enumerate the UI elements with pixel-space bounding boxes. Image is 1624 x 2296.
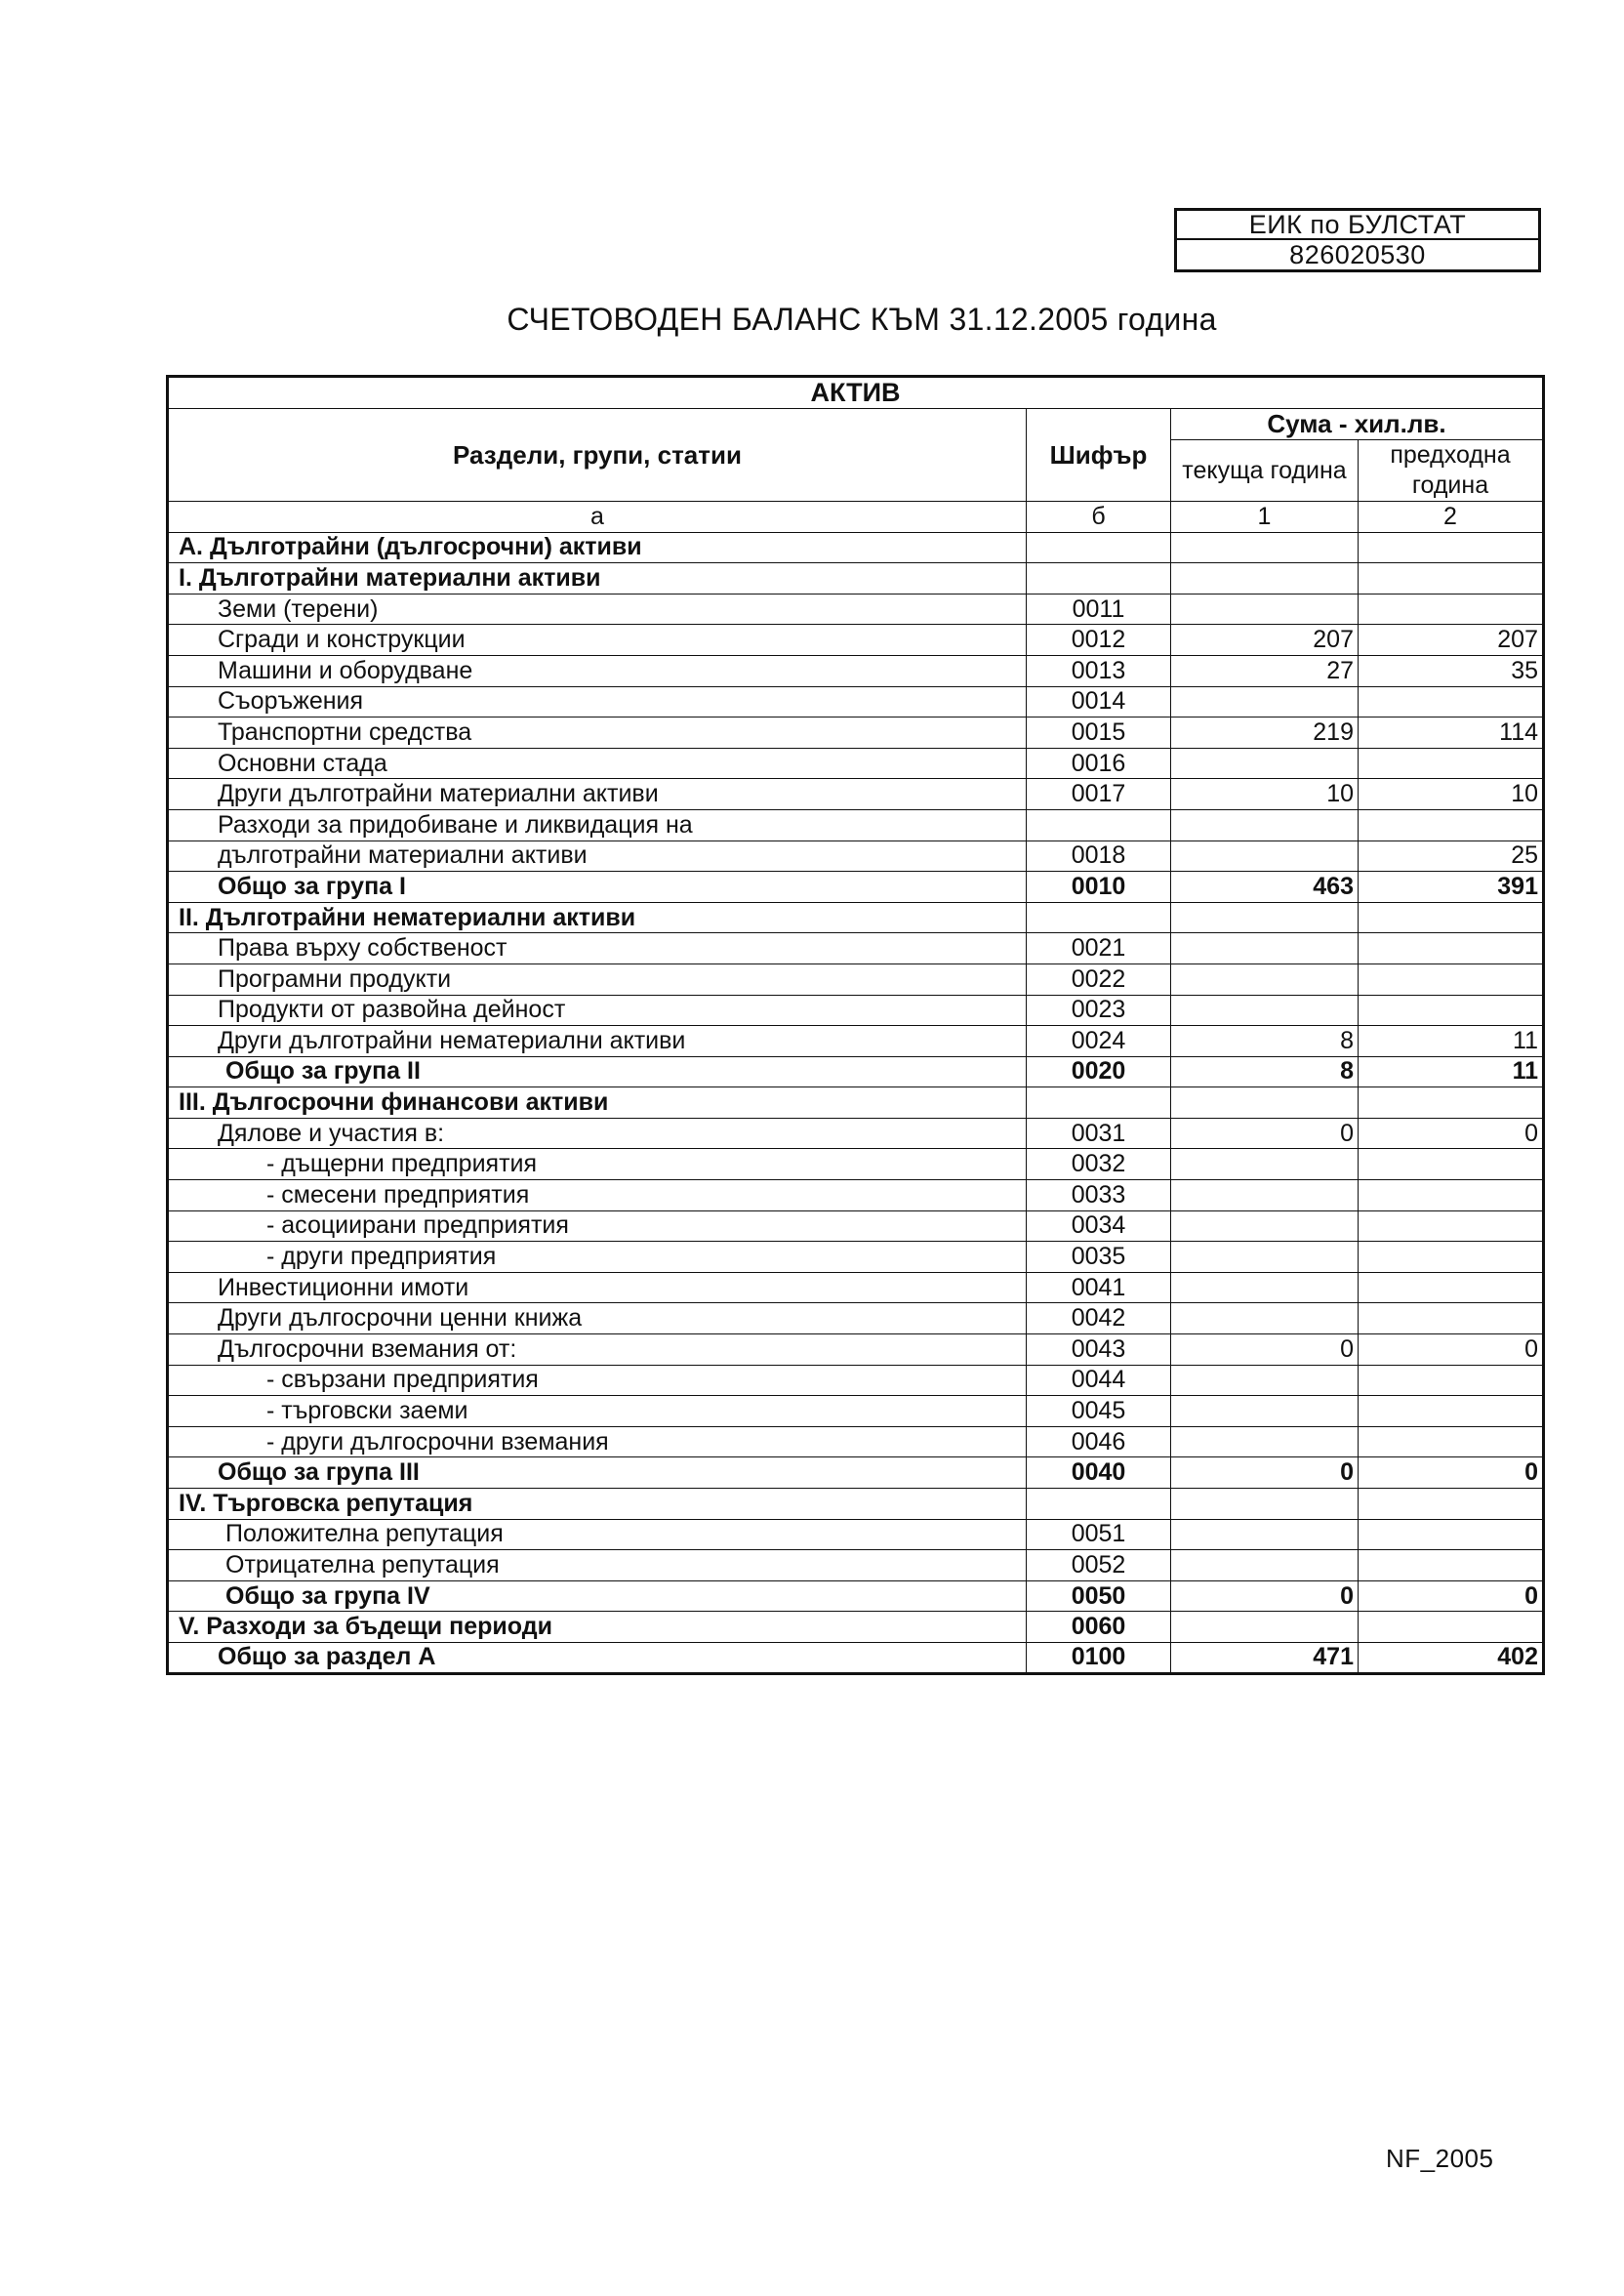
row-label: Дялове и участия в:: [168, 1118, 1027, 1149]
row-code: [1027, 532, 1171, 563]
row-label: Права върху собственост: [168, 933, 1027, 964]
row-previous-value: [1359, 964, 1544, 995]
row-current-value: [1171, 748, 1359, 779]
table-row: [168, 1612, 1544, 1643]
row-code: [1027, 1087, 1171, 1119]
col-index-1: 1: [1171, 502, 1359, 533]
table-row: [168, 594, 1544, 625]
balance-sheet-table: [166, 375, 1545, 1675]
row-code: 0046: [1027, 1426, 1171, 1457]
row-label: II. Дълготрайни нематериални активи: [168, 902, 1027, 933]
table-row: [168, 1580, 1544, 1612]
row-previous-value: 10: [1359, 779, 1544, 810]
row-label: Съоръжения: [168, 686, 1027, 718]
row-previous-value: [1359, 1550, 1544, 1581]
row-current-value: [1171, 1612, 1359, 1643]
row-current-value: 219: [1171, 718, 1359, 749]
row-current-value: 10: [1171, 779, 1359, 810]
row-label: Инвестиционни имоти: [168, 1272, 1027, 1303]
col-header-sections: Раздели, групи, статии: [168, 409, 1027, 502]
row-previous-value: 0: [1359, 1457, 1544, 1489]
row-current-value: [1171, 995, 1359, 1026]
row-previous-value: [1359, 1489, 1544, 1520]
table-row: [168, 964, 1544, 995]
row-code: 0045: [1027, 1396, 1171, 1427]
row-previous-value: [1359, 532, 1544, 563]
row-label: Общо за раздел А: [168, 1642, 1027, 1673]
row-current-value: [1171, 902, 1359, 933]
row-code: 0020: [1027, 1056, 1171, 1087]
section-header: АКТИВ: [168, 377, 1544, 409]
column-index-row: [168, 502, 1544, 533]
row-previous-value: [1359, 563, 1544, 594]
row-current-value: [1171, 1210, 1359, 1242]
table-row: [168, 1426, 1544, 1457]
row-previous-value: [1359, 1087, 1544, 1119]
row-code: 0016: [1027, 748, 1171, 779]
row-label: III. Дългосрочни финансови активи: [168, 1087, 1027, 1119]
table-row: [168, 1210, 1544, 1242]
eik-value: 826020530: [1289, 239, 1426, 269]
row-code: 0042: [1027, 1303, 1171, 1334]
row-previous-value: [1359, 1210, 1544, 1242]
table-row: [168, 625, 1544, 656]
row-code: 0100: [1027, 1642, 1171, 1673]
row-previous-value: [1359, 1365, 1544, 1396]
row-label: Общо за група III: [168, 1457, 1027, 1489]
row-code: 0033: [1027, 1180, 1171, 1211]
table-row: [168, 1087, 1544, 1119]
row-current-value: [1171, 1519, 1359, 1550]
row-code: 0035: [1027, 1242, 1171, 1273]
row-current-value: [1171, 933, 1359, 964]
row-current-value: 0: [1171, 1580, 1359, 1612]
row-code: 0032: [1027, 1149, 1171, 1180]
row-code: 0015: [1027, 718, 1171, 749]
row-label: дълготрайни материални активи: [168, 840, 1027, 872]
row-label: Машини и оборудване: [168, 655, 1027, 686]
table-row: [168, 686, 1544, 718]
row-previous-value: [1359, 1180, 1544, 1211]
row-code: 0052: [1027, 1550, 1171, 1581]
row-previous-value: 114: [1359, 718, 1544, 749]
table-row: [168, 1118, 1544, 1149]
row-code: [1027, 809, 1171, 840]
row-code: 0060: [1027, 1612, 1171, 1643]
row-previous-value: [1359, 902, 1544, 933]
row-previous-value: 0: [1359, 1334, 1544, 1366]
row-label: Други дълготрайни материални активи: [168, 779, 1027, 810]
row-current-value: 8: [1171, 1026, 1359, 1057]
row-label: - други дългосрочни вземания: [168, 1426, 1027, 1457]
row-code: [1027, 563, 1171, 594]
table-row: [168, 1396, 1544, 1427]
row-current-value: [1171, 1180, 1359, 1211]
row-previous-value: [1359, 1396, 1544, 1427]
eik-label: ЕИК по БУЛСТАТ: [1177, 211, 1538, 240]
row-code: 0010: [1027, 872, 1171, 903]
row-label: Разходи за придобиване и ликвидация на: [168, 809, 1027, 840]
row-current-value: [1171, 686, 1359, 718]
col-index-b: б: [1027, 502, 1171, 533]
col-header-current: текуща година: [1171, 440, 1359, 502]
row-current-value: 8: [1171, 1056, 1359, 1087]
row-label: - асоциирани предприятия: [168, 1210, 1027, 1242]
row-label: - дъщерни предприятия: [168, 1149, 1027, 1180]
row-code: 0017: [1027, 779, 1171, 810]
col-index-a: а: [168, 502, 1027, 533]
table-row: [168, 1519, 1544, 1550]
row-label: Общо за група II: [168, 1056, 1027, 1087]
row-label: Други дълготрайни нематериални активи: [168, 1026, 1027, 1057]
row-label: I. Дълготрайни материални активи: [168, 563, 1027, 594]
form-code: NF_2005: [1386, 2144, 1494, 2173]
table-row: [168, 718, 1544, 749]
row-label: - търговски заеми: [168, 1396, 1027, 1427]
row-code: 0022: [1027, 964, 1171, 995]
table-row: [168, 1149, 1544, 1180]
row-label: Продукти от развойна дейност: [168, 995, 1027, 1026]
row-code: 0024: [1027, 1026, 1171, 1057]
table-row: [168, 902, 1544, 933]
col-index-2: 2: [1359, 502, 1544, 533]
row-current-value: [1171, 594, 1359, 625]
row-code: 0014: [1027, 686, 1171, 718]
row-label: - други предприятия: [168, 1242, 1027, 1273]
table-row: [168, 933, 1544, 964]
row-previous-value: 207: [1359, 625, 1544, 656]
row-previous-value: 402: [1359, 1642, 1544, 1673]
row-previous-value: [1359, 594, 1544, 625]
row-current-value: [1171, 1365, 1359, 1396]
row-previous-value: [1359, 1272, 1544, 1303]
row-current-value: [1171, 964, 1359, 995]
row-label: Земи (терени): [168, 594, 1027, 625]
row-current-value: 0: [1171, 1334, 1359, 1366]
row-code: 0018: [1027, 840, 1171, 872]
row-label: Програмни продукти: [168, 964, 1027, 995]
row-code: 0013: [1027, 655, 1171, 686]
table-row: [168, 748, 1544, 779]
row-current-value: [1171, 1396, 1359, 1427]
row-current-value: 463: [1171, 872, 1359, 903]
row-previous-value: 0: [1359, 1118, 1544, 1149]
table-row: [168, 532, 1544, 563]
row-label: Сгради и конструкции: [168, 625, 1027, 656]
table-row: [168, 1365, 1544, 1396]
table-row: [168, 1303, 1544, 1334]
row-previous-value: [1359, 995, 1544, 1026]
row-previous-value: 11: [1359, 1056, 1544, 1087]
row-code: 0044: [1027, 1365, 1171, 1396]
row-code: 0034: [1027, 1210, 1171, 1242]
row-previous-value: [1359, 933, 1544, 964]
row-label: - свързани предприятия: [168, 1365, 1027, 1396]
document-title: СЧЕТОВОДЕН БАЛАНС КЪМ 31.12.2005 година: [507, 302, 1217, 337]
row-label: Основни стада: [168, 748, 1027, 779]
eik-box: [1174, 208, 1541, 272]
table-row: [168, 1242, 1544, 1273]
col-header-code: Шифър: [1027, 409, 1171, 502]
row-previous-value: [1359, 809, 1544, 840]
row-current-value: [1171, 563, 1359, 594]
table-row: [168, 1056, 1544, 1087]
row-code: 0011: [1027, 594, 1171, 625]
row-label: Общо за група I: [168, 872, 1027, 903]
row-previous-value: [1359, 1426, 1544, 1457]
row-code: 0012: [1027, 625, 1171, 656]
row-code: [1027, 902, 1171, 933]
table-row: [168, 995, 1544, 1026]
row-code: 0021: [1027, 933, 1171, 964]
header-row-1: [168, 409, 1544, 440]
row-previous-value: [1359, 1612, 1544, 1643]
row-current-value: 471: [1171, 1642, 1359, 1673]
row-current-value: [1171, 1242, 1359, 1273]
table-row: [168, 809, 1544, 840]
row-previous-value: [1359, 686, 1544, 718]
col-header-previous: предходна година: [1359, 440, 1544, 502]
row-label: IV. Търговска репутация: [168, 1489, 1027, 1520]
table-row: [168, 1180, 1544, 1211]
table-row: [168, 872, 1544, 903]
row-label: Транспортни средства: [168, 718, 1027, 749]
row-previous-value: 35: [1359, 655, 1544, 686]
row-code: 0043: [1027, 1334, 1171, 1366]
row-current-value: 0: [1171, 1457, 1359, 1489]
row-code: 0023: [1027, 995, 1171, 1026]
table-row: [168, 1642, 1544, 1673]
row-current-value: [1171, 532, 1359, 563]
table-row: [168, 779, 1544, 810]
table-row: [168, 1457, 1544, 1489]
row-label: Други дългосрочни ценни книжа: [168, 1303, 1027, 1334]
row-code: 0051: [1027, 1519, 1171, 1550]
row-current-value: [1171, 1272, 1359, 1303]
row-current-value: [1171, 1550, 1359, 1581]
table-row: [168, 563, 1544, 594]
row-label: Отрицателна репутация: [168, 1550, 1027, 1581]
table-row: [168, 1272, 1544, 1303]
row-previous-value: [1359, 1303, 1544, 1334]
row-label: Положителна репутация: [168, 1519, 1027, 1550]
row-current-value: [1171, 1489, 1359, 1520]
row-label: А. Дълготрайни (дългосрочни) активи: [168, 532, 1027, 563]
table-row: [168, 1334, 1544, 1366]
row-code: [1027, 1489, 1171, 1520]
row-previous-value: [1359, 1149, 1544, 1180]
row-current-value: 0: [1171, 1118, 1359, 1149]
section-header-row: [168, 377, 1544, 409]
row-code: 0031: [1027, 1118, 1171, 1149]
row-code: 0040: [1027, 1457, 1171, 1489]
row-current-value: 27: [1171, 655, 1359, 686]
row-current-value: [1171, 1149, 1359, 1180]
col-header-amount: Сума - хил.лв.: [1171, 409, 1544, 440]
table-row: [168, 840, 1544, 872]
row-previous-value: [1359, 1519, 1544, 1550]
row-label: Дългосрочни вземания от:: [168, 1334, 1027, 1366]
row-current-value: [1171, 1303, 1359, 1334]
row-label: Общо за група IV: [168, 1580, 1027, 1612]
row-current-value: [1171, 1087, 1359, 1119]
row-current-value: [1171, 840, 1359, 872]
row-previous-value: 391: [1359, 872, 1544, 903]
row-label: V. Разходи за бъдещи периоди: [168, 1612, 1027, 1643]
table-row: [168, 655, 1544, 686]
table-row: [168, 1026, 1544, 1057]
row-previous-value: 0: [1359, 1580, 1544, 1612]
row-previous-value: [1359, 1242, 1544, 1273]
table-row: [168, 1550, 1544, 1581]
row-current-value: [1171, 809, 1359, 840]
table-row: [168, 1489, 1544, 1520]
row-current-value: [1171, 1426, 1359, 1457]
row-current-value: 207: [1171, 625, 1359, 656]
row-previous-value: 25: [1359, 840, 1544, 872]
row-previous-value: [1359, 748, 1544, 779]
row-code: 0050: [1027, 1580, 1171, 1612]
row-previous-value: 11: [1359, 1026, 1544, 1057]
row-label: - смесени предприятия: [168, 1180, 1027, 1211]
row-code: 0041: [1027, 1272, 1171, 1303]
